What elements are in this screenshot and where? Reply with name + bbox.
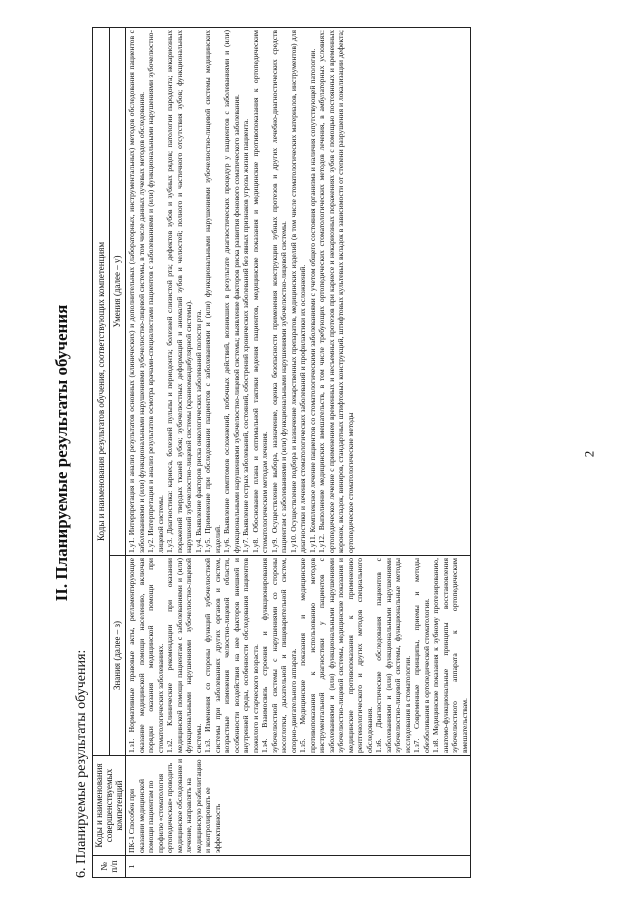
header-skills: Умения (далее – у) <box>109 28 126 556</box>
knowledge-item: 1.з4. Взаимосвязь строения и функционирования зубочелюстной системы с нарушениями со стороны носоглотки, дыхательной и пищеварительной систем, опорно-двигательного аппарата. <box>260 558 298 753</box>
competence-cell: ПК-1 Способен при оказании медицинской помощи пациентам по профилю «стоматология ортопедическая» проводить медицинское обследование и лечение, направлять на медицинскую реабилитацию и контролировать ее эффективность <box>126 756 471 856</box>
knowledge-item: 1.з5. Медицинские показания и медицинские противопоказания к использованию методов инструментальной диагностики у пациентов с заболеваниями и (или) функциональными нарушениями зубочелюстно-лицевой системы, медицинские показания и медицинские противопоказания к применению рентгенологического и других методов специального обследования. <box>298 558 374 753</box>
header-outcomes-group: Коды и наименования результатов обучения, соответствующих компетенциям <box>93 28 110 756</box>
skill-item: 1.у4. Выявление факторов риска онкологических заболеваний полости рта. <box>193 309 203 553</box>
page-number: 2 <box>581 450 597 458</box>
knowledge-item: 1.з1. Нормативные правовые акты, регламентирующие оказание медицинской помощи населению, включая порядки оказания медицинской помощи при стоматологических заболеваниях. <box>127 558 165 753</box>
skill-item: 1.у9. Осуществление выбора, назначение, оценка безопасности применения конструкции зубных протезов и других лечебно-диагностических средств пациентам с заболеваниями и (или) функциональными нарушениями зубочелюстно-лицевой системы. <box>269 30 288 553</box>
knowledge-item: 1.з3. Изменения со стороны функций зубочелюстной системы при заболеваниях других органов и систем, возрастные изменения челюстно-лицевой области, особенности воздействия на нее факторов внешней и внутренней среды, особенности обследования пациентов пожилого и старческого возраста. <box>203 558 260 753</box>
skill-item: 1.у7. Выявление острых заболеваний, состояний, обострений хронических заболеваний без явных признаков угрозы жизни пациента. <box>241 118 250 553</box>
skill-item: 1.у1. Интерпретация и анализ результатов основных (клинических) и дополнительных (лабораторных, инструментальных) методов обследования пациентов с заболеваниями и (или) функциональными нарушениями зубочелюстно-лицевой системы, в том числе данных лучевых методов обследования. <box>127 30 146 553</box>
knowledge-cell <box>126 556 471 756</box>
table-row <box>126 28 471 878</box>
skill-item: 1.у11. Комплексное лечение пациентов со стоматологическими заболеваниями с учетом общего состояния организма и наличия сопутствующей патологии. <box>307 48 317 553</box>
skill-item: 1.у6. Выявление симптомов осложнений, побочных действий, возникших в результате диагностических процедур у пациентов с заболеваниями и (или) функциональными нарушениями зубочелюстно-лицевой системы; выявление факторов риска развития фонового соматического заболевания. <box>222 30 241 553</box>
knowledge-item: 1.з8. Медицинские показания к зубному протезированию, анатомо-функциональные принципы восстановления зубочелюстного аппарата к ортопедическим вмешательствам. <box>431 558 469 753</box>
knowledge-item: 1.з2. Клинические рекомендации при оказании медицинской помощи пациентам с заболеваниями и (или) функциональными нарушениями зубочелюстно-лицевой системы. <box>165 558 203 753</box>
header-competence: Коды и наименования совершенствуемых компетенций <box>93 756 126 856</box>
skill-item: 1.у2. Интерпретация и анализ результатов осмотра врачами-специалистами пациентов с заболеваниями и (или) функциональными нарушениями зубочелюстно-лицевой системы. <box>146 30 165 553</box>
subsection-title: 6. Планируемые результаты обучения: <box>74 649 89 878</box>
header-knowledge: Знания (далее – з) <box>109 556 126 756</box>
header-num: № п/п <box>93 856 126 878</box>
skill-item: 1.у10. Осуществление подбора и назначение лекарственных препаратов, медицинских изделий (в том числе стоматологических материалов, инструментов) для диагностики и лечения стоматологических заболеваний и профилактики их осложнений. <box>288 30 307 553</box>
skills-cell <box>126 28 471 556</box>
rotated-document-content <box>52 28 622 878</box>
section-title: II. Планируемые результаты обучения <box>52 304 71 602</box>
skill-item: 1.у8. Обоснование плана и оптимальной тактики ведения пациентов, медицинские показания и медицинские противопоказания к ортопедическим стоматологическим методам лечения. <box>250 30 269 553</box>
row-number: 1 <box>126 856 471 878</box>
knowledge-item: 1.з7. Современные принципы, приемы и методы обезболивания в ортопедической стоматологии. <box>412 558 431 753</box>
skill-item: 1.у12. Выполнение медицинских вмешательств, в том числе требующих ортопедических стоматологических методов лечения, в амбулаторных условиях: ортопедическое лечение с применением временных и несъемных протезов при кариесе и некариозных поражениях зубов с помощью постоянных и временных коронок, вкладок, виниров, стандартных штифтовых конструкций, штифтовых культевых вкладок в зависимости от степени разрушения и локализации дефекта; ортопедическое стоматологические методы <box>317 30 355 553</box>
knowledge-item: 1.з6. Диагностические обследования пациентов с заболеваниями и (или) функциональными нарушениями зубочелюстно-лицевой системы, функциональные методы исследования в стоматологии. <box>374 558 412 753</box>
learning-outcomes-table <box>92 27 471 878</box>
skill-item: 1.у3. Диагностика: кариеса, болезней пульпы и периодонта; болезней слизистой рта; дефектов зубов и зубных рядов; патологии пародонта; некариозных поражений твердых тканей зубов; зубочелюстных деформаций и аномалий зубов и челюстей; полного и частичного отсутствия зубов; функциональных нарушений зубочелюстно-лицевой системы (краниомандибулярной системы). <box>165 30 193 553</box>
skill-item: 1.у5. Применение при обследовании пациентов с заболеваниями и (или) функциональными нарушениями зубочелюстно-лицевой системы медицинских изделий. <box>203 30 222 553</box>
